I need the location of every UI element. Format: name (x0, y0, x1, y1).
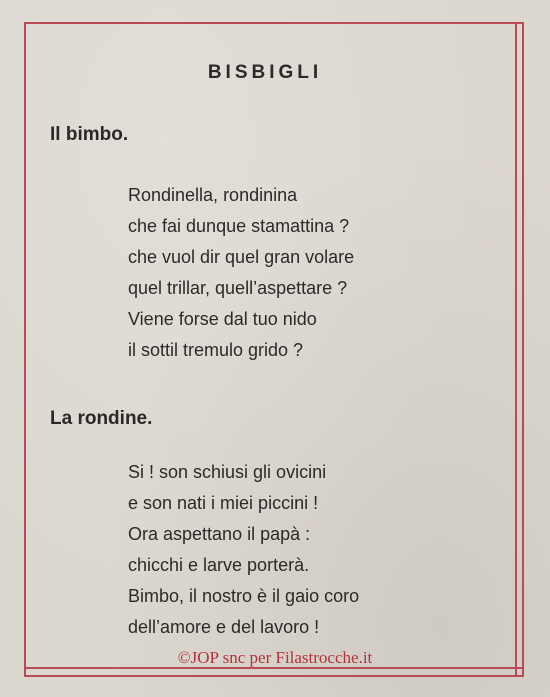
section-heading-il-bimbo: Il bimbo. (50, 124, 129, 145)
verse-line: Bimbo, il nostro è il gaio coro (128, 586, 360, 606)
verse-line: dell’amore e del lavoro ! (128, 617, 320, 637)
verse-line: Si ! son schiusi gli ovicini (128, 462, 327, 482)
verse-line: Viene forse dal tuo nido (128, 309, 317, 329)
verse-line: che fai dunque stamattina ? (128, 216, 350, 236)
verse-line: il sottil tremulo grido ? (128, 340, 304, 360)
verse-line: Ora aspettano il papà : (128, 524, 311, 544)
stanza-il-bimbo (128, 180, 354, 366)
verse-line: Rondinella, rondinina (128, 185, 298, 205)
verse-line: quel trillar, quell’aspettare ? (128, 278, 348, 298)
copyright-watermark: ©JOP snc per Filastrocche.it (177, 648, 373, 667)
stanza-la-rondine (128, 457, 359, 643)
poem-title: BISBIGLI (207, 62, 323, 83)
page-border-right-inner (515, 22, 517, 677)
verse-line: e son nati i miei piccini ! (128, 493, 319, 513)
verse-line: chicchi e larve porterà. (128, 555, 310, 575)
verse-line: che vuol dir quel gran volare (128, 247, 355, 267)
section-heading-la-rondine: La rondine. (50, 408, 153, 429)
